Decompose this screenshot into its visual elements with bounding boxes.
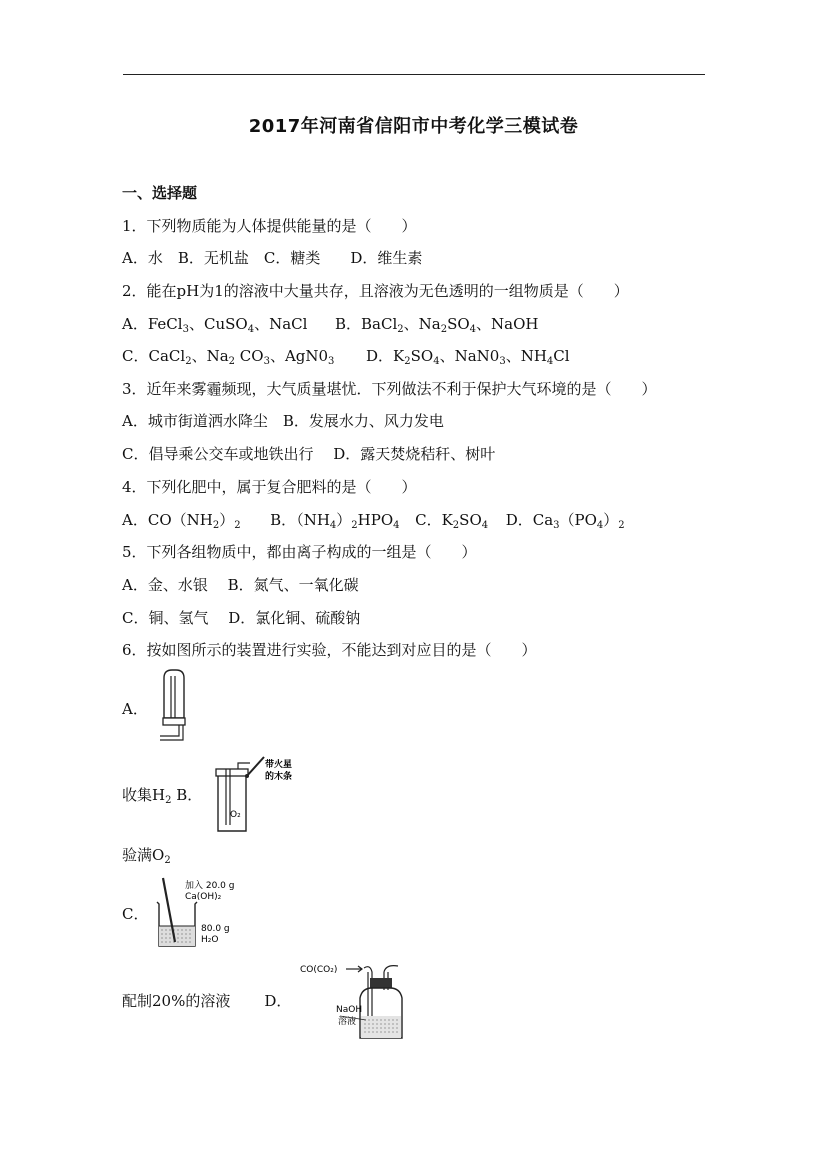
- q6-stem: 6．按如图所示的装置进行实验，不能达到对应目的是（ ）: [122, 641, 537, 659]
- q5-options-1: A．金、水银 B．氮气、一氧化碳: [122, 576, 359, 594]
- fig-b-gas-label: O₂: [230, 810, 241, 820]
- washing-bottle-figure-d: [300, 960, 412, 1040]
- section-heading: 一、选择题: [122, 184, 198, 202]
- fig-d-liquid-label-2: 溶液: [338, 1017, 357, 1027]
- beaker-figure-c: [153, 876, 237, 948]
- gas-bottle-figure-a: [156, 668, 192, 744]
- q4-stem: 4．下列化肥中，属于复合肥料的是（ ）: [122, 478, 417, 496]
- q6-option-b-label: B．: [176, 786, 203, 804]
- q2-options-ab: A．FeCl$_3$、CuSO$_4$、NaCl B．BaCl$_2$、$Na_2SO_4$、NaOH: [122, 315, 539, 335]
- fig-c-add-label-1: 加入 20.0 g: [185, 881, 235, 891]
- q6-b-caption: 验满$O_2$: [122, 846, 171, 866]
- fig-d-liquid-label-1: NaOH: [336, 1005, 363, 1015]
- q1-stem: 1．下列物质能为人体提供能量的是（ ）: [122, 217, 417, 235]
- q6-option-a-label: A．: [122, 700, 148, 718]
- q6-option-d-label: D．: [264, 992, 292, 1010]
- q5-stem: 5．下列各组物质中，都由离子构成的一组是（ ）: [122, 543, 477, 561]
- q3-options-2: C．倡导乘公交车或地铁出行 D．露天焚烧秸秆、树叶: [122, 445, 496, 463]
- fig-b-splint-label-1: 带火星: [265, 760, 293, 770]
- q1-options: A．水 B．无机盐 C．糖类 D．维生素: [122, 249, 423, 267]
- fig-c-add-label-2: Ca(OH)₂: [185, 892, 222, 902]
- page-title: 2017年河南省信阳市中考化学三模试卷: [248, 116, 579, 137]
- fig-b-splint-label-2: 的木条: [265, 772, 293, 782]
- q6-a-caption: 收集$H_2$ B．: [122, 786, 203, 806]
- q4-options: A．$CO(NH_2)_2$ B．$(NH_4)_2HPO_4$ C．$K_2SO_4$ D．$Ca_3(PO_4)_2$: [122, 511, 625, 531]
- fig-c-water-label-2: H₂O: [201, 935, 219, 945]
- q2-stem: 2．能在pH为1的溶液中大量共存，且溶液为无色透明的一组物质是（ ）: [122, 282, 629, 300]
- q5-options-2: C．铜、氢气 D．氯化铜、硫酸钠: [122, 609, 361, 627]
- fig-c-water-label-1: 80.0 g: [201, 924, 230, 934]
- oxygen-bottle-figure-b: [210, 755, 302, 835]
- q6-c-caption: 配制20%的溶液 D．: [122, 992, 292, 1010]
- fig-d-gas-label: CO(CO₂): [300, 965, 338, 975]
- q6-option-c-label: C．: [122, 905, 149, 923]
- q3-options-1: A．城市街道洒水降尘 B．发展水力、风力发电: [122, 412, 444, 430]
- q2-options-cd: C．CaCl$_2$、$Na_2$ $CO_3$、$AgN0_3$ D．$K_2SO_4$、$NaN0_3$、$NH_4Cl$: [122, 347, 570, 367]
- q3-stem: 3．近年来雾霾频现，大气质量堪忧．下列做法不利于保护大气环境的是（ ）: [122, 380, 657, 398]
- header-rule: [123, 74, 705, 75]
